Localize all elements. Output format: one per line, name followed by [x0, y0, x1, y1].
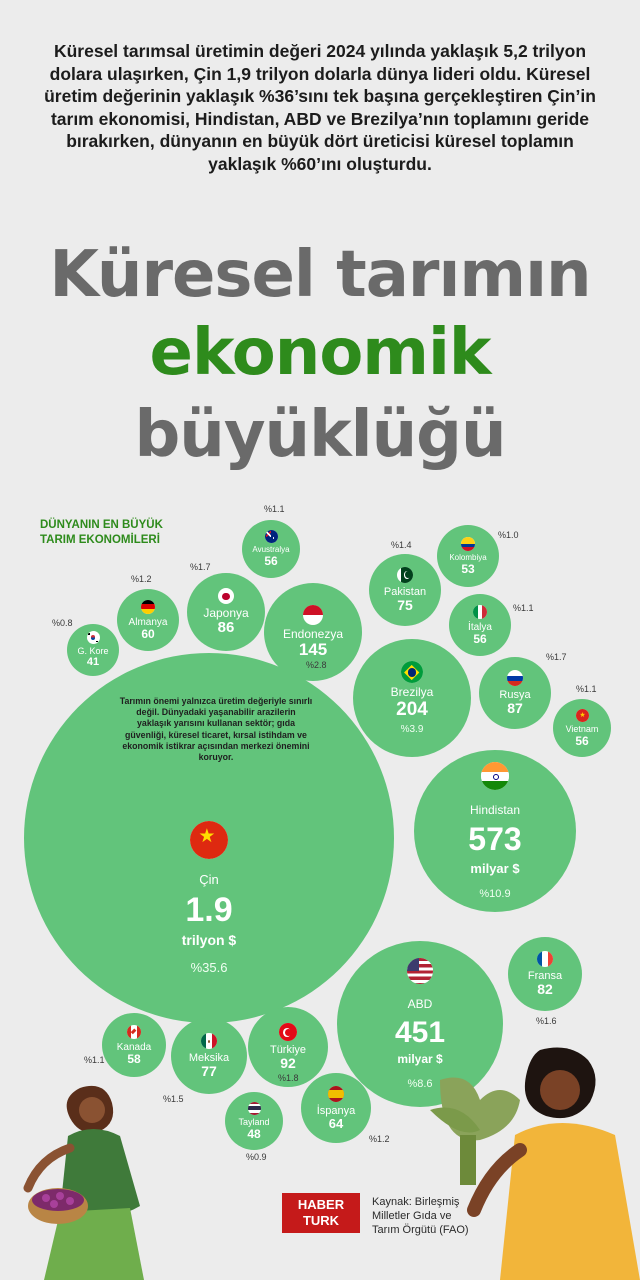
bubble-pakistan: [369, 554, 441, 626]
bubble-name: ABD: [407, 996, 433, 1011]
bubble-vietnam: [553, 699, 611, 757]
title-line-1: Küresel tarımın: [49, 238, 591, 312]
china-note: Tarımın önemi yalnızca üretim değeriyle sınırlı değil. Dünyadaki yaşanabilir arazilerin yaklaşık yarısını kullanan sektör; gıda güvenliği, küresel ticaret, kırsal istihdam ve ekonomik istikrar açısından merkezi önemini koruyor.: [119, 696, 313, 763]
bubble-thailand: [225, 1092, 283, 1150]
bubble-name: Japonya: [203, 606, 249, 621]
bubble-value: 64: [328, 1115, 344, 1131]
italy-flag-icon: [473, 605, 487, 619]
thailand-flag-icon: [248, 1102, 261, 1115]
title-line-2: ekonomik: [149, 316, 491, 390]
bubble-value: 86: [217, 619, 235, 637]
bubble-france: [508, 937, 582, 1011]
farmer-woman-illustration: [10, 1078, 160, 1280]
bubble-spain: [301, 1073, 371, 1143]
bubble-value: 75: [397, 597, 413, 614]
bubble-unit: milyar $: [397, 1052, 443, 1067]
bubble-name: İtalya: [468, 621, 492, 633]
bubble-unit: trilyon $: [181, 932, 237, 949]
bubble-name: Vietnam: [565, 723, 599, 734]
bubble-share-label: %1.2: [369, 1134, 390, 1144]
logo-line-1: HABER: [297, 1197, 345, 1212]
bubble-share-label: %1.1: [576, 684, 597, 694]
source-line-3: Tarım Örgütü (FAO): [372, 1224, 469, 1236]
south-korea-flag-icon: [87, 631, 100, 644]
bubble-share-label: %1.6: [536, 1016, 557, 1026]
pakistan-flag-icon: [397, 567, 413, 583]
france-flag-icon: [537, 951, 553, 967]
spain-flag-icon: [328, 1086, 344, 1102]
section-title: [40, 518, 163, 548]
bubble-share-label: %0.9: [246, 1152, 267, 1162]
bubble-share: %10.9: [479, 887, 511, 900]
australia-flag-icon: [265, 530, 278, 543]
bubble-name: Fransa: [527, 970, 563, 983]
bubble-name: Brezilya: [390, 685, 434, 700]
bubble-canada: [102, 1013, 166, 1077]
bubble-japan: [187, 573, 265, 651]
bubble-share-label: %1.2: [131, 574, 152, 584]
japan-flag-icon: [218, 588, 234, 604]
bubble-name: Avustralya: [252, 545, 290, 555]
bubble-value: 451: [394, 1015, 446, 1049]
turkey-flag-icon: [279, 1023, 297, 1041]
russia-flag-icon: [507, 670, 523, 686]
brazil-flag-icon: [401, 661, 423, 683]
bubble-value: 82: [537, 981, 553, 998]
section-title-line-1: DÜNYANIN EN BÜYÜK: [40, 519, 163, 531]
germany-flag-icon: [141, 600, 155, 614]
vietnam-flag-icon: ★: [576, 709, 589, 722]
indonesia-flag-icon: [303, 605, 323, 625]
bubble-mexico: [171, 1018, 247, 1094]
bubble-australia: [242, 520, 300, 578]
bubble-italy: [449, 594, 511, 656]
bubble-value: 87: [507, 700, 523, 717]
bubble-share-label: %0.8: [52, 618, 73, 628]
bubble-share-label: %1.5: [163, 1094, 184, 1104]
bubble-value: 92: [280, 1055, 296, 1072]
bubble-value: 53: [461, 561, 475, 576]
china-flag-icon: ★: [190, 821, 228, 859]
bubble-value: 1.9: [185, 890, 233, 929]
title-line-3: büyüklüğü: [134, 398, 506, 472]
bubble-name: Rusya: [499, 689, 531, 702]
bubble-value: 56: [575, 733, 589, 748]
bubble-name: İspanya: [316, 1104, 356, 1117]
source-line-1: Kaynak: Birleşmiş: [372, 1196, 460, 1208]
bubble-value: 48: [247, 1126, 261, 1141]
bubble-value: 77: [201, 1063, 217, 1080]
bubble-share-label: %1.8: [278, 1073, 299, 1083]
source-line-2: Milletler Gıda ve: [372, 1210, 452, 1222]
bubble-name: Pakistan: [383, 586, 427, 599]
bubble-name: Çin: [199, 871, 219, 887]
bubble-unit: milyar $: [470, 860, 520, 876]
bubble-share: %35.6: [190, 960, 228, 976]
bubble-india: [414, 750, 576, 912]
bubble-name: Endonezya: [282, 626, 344, 641]
bubble-name: Türkiye: [269, 1044, 307, 1057]
bubble-colombia: [437, 525, 499, 587]
source-note: [372, 1195, 469, 1237]
bubble-value: 56: [264, 554, 278, 569]
bubble-russia: [479, 657, 551, 729]
bubble-share-label: %1.1: [264, 504, 285, 514]
bubble-share: %3.9: [400, 723, 424, 735]
bubble-value: 56: [473, 631, 487, 646]
bubble-value: 60: [141, 626, 155, 641]
bubble-name: G. Kore: [77, 646, 109, 657]
bubble-share-label: %1.1: [513, 603, 534, 613]
bubble-share-label: %1.4: [391, 540, 412, 550]
mexico-flag-icon: [201, 1033, 217, 1049]
bubble-value: 573: [468, 821, 522, 858]
india-flag-icon: [481, 762, 509, 790]
usa-flag-icon: [407, 958, 433, 984]
bubble-value: 145: [298, 640, 328, 660]
bubble-name: Hindistan: [469, 803, 521, 818]
colombia-flag-icon: [461, 537, 475, 551]
bubble-name: Almanya: [128, 616, 168, 628]
bubble-name: Kanada: [116, 1041, 152, 1053]
bubble-share-label: %1.7: [546, 652, 567, 662]
bubble-share: %8.6: [407, 1078, 433, 1091]
bubble-south-korea: [67, 624, 119, 676]
haberturk-logo: [282, 1193, 360, 1233]
bubble-value: 58: [127, 1051, 141, 1066]
logo-line-2: TURK: [302, 1213, 340, 1228]
canada-flag-icon: [127, 1025, 141, 1039]
intro-text: Küresel tarımsal üretimin değeri 2024 yılında yaklaşık 5,2 trilyon dolara ulaşırken, Çin 1,9 trilyon dolarla dünya lideri oldu. Küresel üretim değerinin yaklaşık %36’sını tek başına gerçekleştiren Çin’in tarım ekonomisi, Hindistan, ABD ve Brezilya’nın toplamını geride bırakırken, dünyanın en büyük dört üreticisi küresel toplamın yaklaşık %60’ını oluşturdu.: [44, 41, 596, 174]
farmer-man-illustration: [420, 1040, 640, 1280]
bubble-name: Tayland: [238, 1116, 270, 1127]
section-title-line-2: TARIM EKONOMİLERİ: [40, 534, 160, 546]
bubble-share-label: %1.0: [498, 530, 519, 540]
bubble-share-label: %2.8: [306, 660, 327, 670]
bubble-value: 41: [86, 656, 100, 669]
bubble-share-label: %1.1: [84, 1055, 105, 1065]
bubble-germany: [117, 589, 179, 651]
bubble-brazil: [353, 639, 471, 757]
bubble-name: Kolombiya: [449, 552, 487, 562]
bubble-name: Meksika: [188, 1052, 230, 1065]
bubble-share-label: %1.7: [190, 562, 211, 572]
bubble-value: 204: [396, 698, 428, 720]
